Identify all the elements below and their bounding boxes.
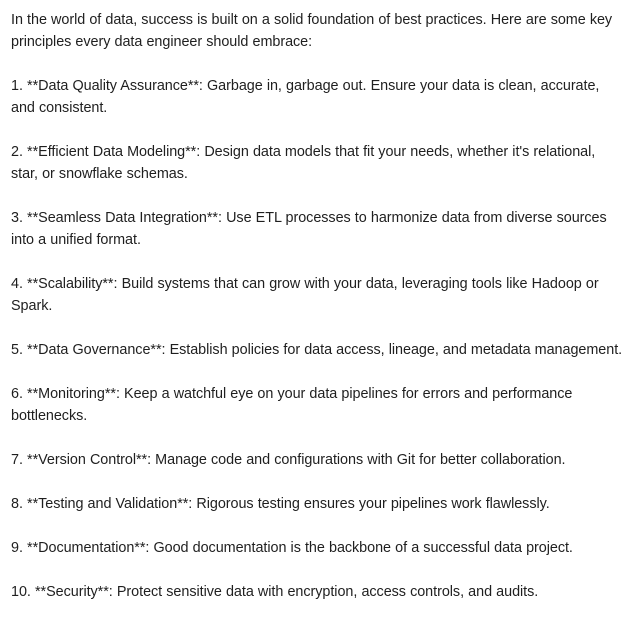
list-item-version-control: 7. **Version Control**: Manage code and configurations with Git for better collaboration. [11,452,566,468]
intro-paragraph: In the world of data, success is built on a solid foundation of best practices. Here are some key principles every data engineer should embrace: [11,12,613,50]
list-item-data-quality: 1. **Data Quality Assurance**: Garbage in, garbage out. Ensure your data is clean, accurate, and consistent. [11,78,600,116]
list-item-testing-validation: 8. **Testing and Validation**: Rigorous testing ensures your pipelines work flawlessly. [11,496,550,512]
list-item-data-governance: 5. **Data Governance**: Establish policies for data access, lineage, and metadata management. [11,342,623,358]
list-item-scalability: 4. **Scalability**: Build systems that can grow with your data, leveraging tools like Hadoop or Spark. [11,276,599,314]
list-item-data-integration: 3. **Seamless Data Integration**: Use ETL processes to harmonize data from diverse sources into a unified format. [11,210,607,248]
list-item-security: 10. **Security**: Protect sensitive data with encryption, access controls, and audits. [11,584,539,600]
list-item-data-modeling: 2. **Efficient Data Modeling**: Design data models that fit your needs, whether it's relational, star, or snowflake schemas. [11,144,596,182]
list-item-documentation: 9. **Documentation**: Good documentation is the backbone of a successful data project. [11,540,573,556]
list-item-monitoring: 6. **Monitoring**: Keep a watchful eye on your data pipelines for errors and performance bottlenecks. [11,386,573,424]
document-body [11,9,625,603]
